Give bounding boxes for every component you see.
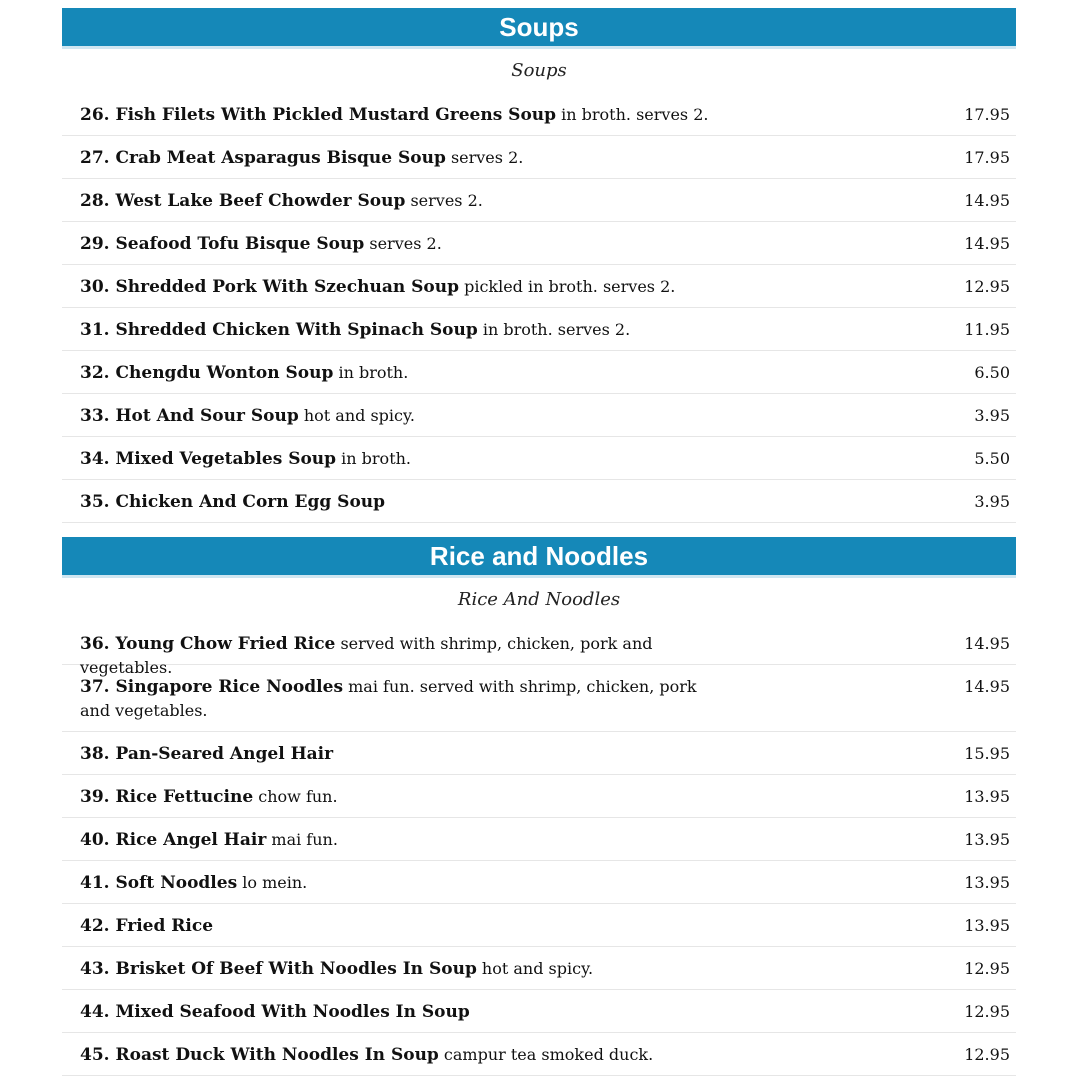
menu-item[interactable] bbox=[62, 136, 1016, 179]
item-price: 13.95 bbox=[964, 830, 1010, 849]
item-price: 14.95 bbox=[964, 634, 1010, 653]
item-name: 33. Hot And Sour Soup bbox=[80, 406, 299, 426]
section-subtitle: Rice And Noodles bbox=[457, 589, 621, 610]
item-note: hot and spicy. bbox=[303, 406, 415, 425]
item-name: 38. Pan-Seared Angel Hair bbox=[80, 744, 334, 764]
item-note: chow fun. bbox=[258, 787, 338, 806]
item-name: 32. Chengdu Wonton Soup bbox=[80, 363, 334, 383]
menu-item[interactable] bbox=[62, 222, 1016, 265]
item-price: 14.95 bbox=[964, 677, 1010, 696]
menu-item[interactable] bbox=[62, 947, 1016, 990]
menu-item[interactable] bbox=[62, 732, 1016, 775]
item-price: 12.95 bbox=[964, 959, 1010, 978]
section-header: Soups bbox=[62, 8, 1016, 49]
item-name: 31. Shredded Chicken With Spinach Soup bbox=[80, 320, 478, 340]
item-price: 14.95 bbox=[964, 191, 1010, 210]
menu-section-soups bbox=[62, 8, 1016, 523]
item-name: 27. Crab Meat Asparagus Bisque Soup bbox=[80, 148, 446, 168]
item-price: 5.50 bbox=[974, 449, 1010, 468]
menu-item-list bbox=[62, 622, 1016, 1076]
menu-item[interactable] bbox=[62, 990, 1016, 1033]
item-price: 17.95 bbox=[964, 148, 1010, 167]
menu-item[interactable] bbox=[62, 775, 1016, 818]
menu-item[interactable] bbox=[62, 480, 1016, 523]
section-subtitle: Soups bbox=[511, 60, 567, 81]
item-price: 13.95 bbox=[964, 787, 1010, 806]
menu-item-list bbox=[62, 93, 1016, 523]
menu-item[interactable] bbox=[62, 904, 1016, 947]
item-name: 35. Chicken And Corn Egg Soup bbox=[80, 492, 386, 512]
item-note: in broth. serves 2. bbox=[482, 320, 631, 339]
item-name: 39. Rice Fettucine bbox=[80, 787, 254, 807]
item-price: 12.95 bbox=[964, 1045, 1010, 1064]
menu-item[interactable] bbox=[62, 861, 1016, 904]
item-price: 11.95 bbox=[964, 320, 1010, 339]
item-price: 3.95 bbox=[974, 406, 1010, 425]
item-name: 37. Singapore Rice Noodles bbox=[80, 677, 344, 697]
menu-item[interactable] bbox=[62, 394, 1016, 437]
item-note: in broth. serves 2. bbox=[561, 105, 709, 124]
item-name: 43. Brisket Of Beef With Noodles In Soup bbox=[80, 959, 477, 979]
item-name: 40. Rice Angel Hair bbox=[80, 830, 267, 850]
menu-item[interactable] bbox=[62, 308, 1016, 351]
item-price: 12.95 bbox=[964, 1002, 1010, 1021]
menu-item[interactable] bbox=[62, 665, 1016, 732]
menu bbox=[62, 8, 1016, 1076]
menu-item[interactable] bbox=[62, 818, 1016, 861]
menu-item[interactable] bbox=[62, 437, 1016, 480]
item-name: 30. Shredded Pork With Szechuan Soup bbox=[80, 277, 459, 297]
item-note: hot and spicy. bbox=[481, 959, 594, 978]
item-price: 12.95 bbox=[964, 277, 1010, 296]
item-name: 26. Fish Filets With Pickled Mustard Greens Soup bbox=[80, 105, 557, 125]
item-note: serves 2. bbox=[410, 191, 483, 210]
item-name: 41. Soft Noodles bbox=[80, 873, 238, 893]
item-note: serves 2. bbox=[450, 148, 524, 167]
item-note: pickled in broth. serves 2. bbox=[464, 277, 676, 296]
item-note: in broth. bbox=[338, 363, 409, 382]
section-header: Rice and Noodles bbox=[62, 537, 1016, 578]
item-note: mai fun. bbox=[271, 830, 338, 849]
item-note: lo mein. bbox=[242, 873, 308, 892]
item-note: in broth. bbox=[341, 449, 412, 468]
item-price: 14.95 bbox=[964, 234, 1010, 253]
menu-item[interactable] bbox=[62, 1033, 1016, 1076]
menu-item[interactable] bbox=[62, 622, 1016, 677]
item-price: 17.95 bbox=[964, 105, 1010, 124]
item-price: 15.95 bbox=[964, 744, 1010, 763]
item-price: 13.95 bbox=[964, 873, 1010, 892]
menu-item[interactable] bbox=[62, 93, 1016, 136]
item-price: 13.95 bbox=[964, 916, 1010, 935]
item-note: serves 2. bbox=[369, 234, 442, 253]
section-divider bbox=[62, 523, 1016, 537]
item-name: 28. West Lake Beef Chowder Soup bbox=[80, 191, 406, 211]
item-note: served with shrimp, chicken, pork and vegetables. bbox=[80, 634, 653, 677]
item-note: mai fun. served with shrimp, chicken, pork and vegetables. bbox=[80, 677, 697, 720]
item-name: 44. Mixed Seafood With Noodles In Soup bbox=[80, 1002, 470, 1022]
item-name: 42. Fried Rice bbox=[80, 916, 214, 936]
menu-section-rice-and-noodles bbox=[62, 537, 1016, 1076]
item-name: 34. Mixed Vegetables Soup bbox=[80, 449, 337, 469]
menu-item[interactable] bbox=[62, 265, 1016, 308]
item-name: 36. Young Chow Fried Rice bbox=[80, 634, 336, 654]
item-note: campur tea smoked duck. bbox=[443, 1045, 654, 1064]
menu-item[interactable] bbox=[62, 179, 1016, 222]
item-name: 45. Roast Duck With Noodles In Soup bbox=[80, 1045, 439, 1065]
item-price: 6.50 bbox=[974, 363, 1010, 382]
item-name: 29. Seafood Tofu Bisque Soup bbox=[80, 234, 365, 254]
menu-item[interactable] bbox=[62, 351, 1016, 394]
item-price: 3.95 bbox=[974, 492, 1010, 511]
